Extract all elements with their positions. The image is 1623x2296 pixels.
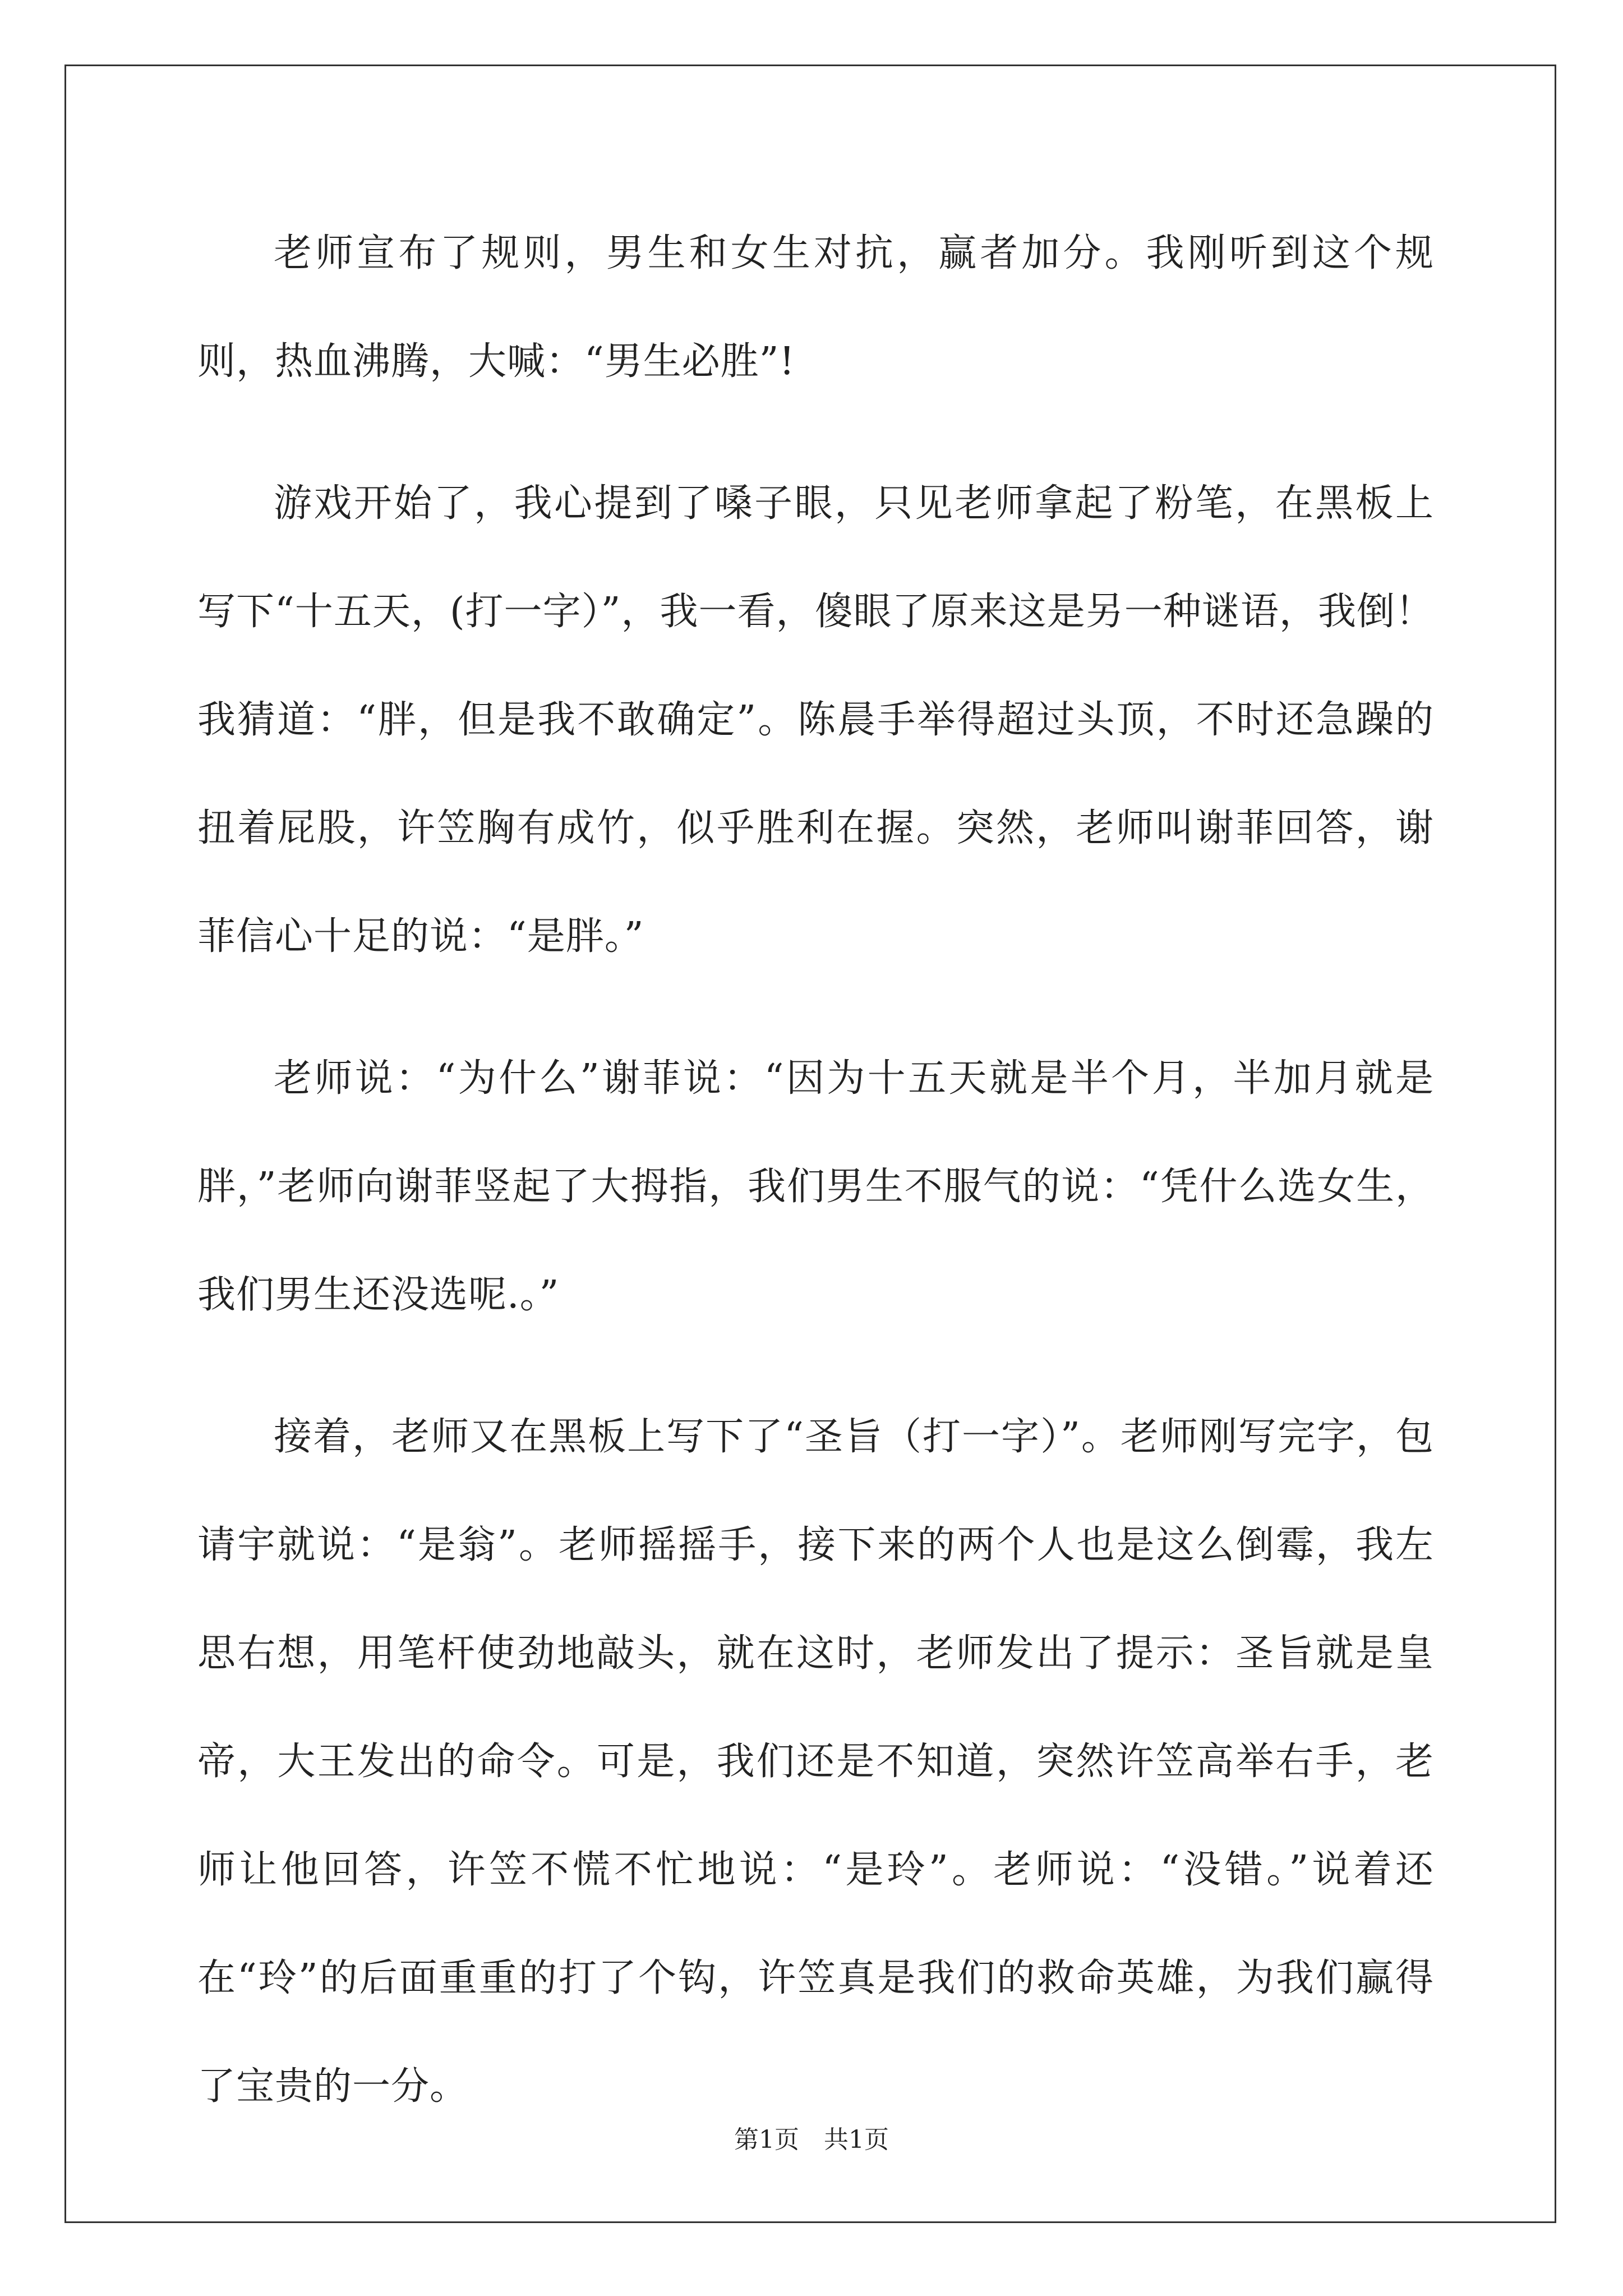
paragraph-2: 游戏开始了，我心提到了嗓子眼，只见老师拿起了粉笔，在黑板上写下“十五天，(打一字）”，我一看，傻眼了原来这是另一种谜语，我倒！我猜道：“胖，但是我不敢确定”。陈晨手举得超过头顶，不时还急躁的扭着屁股，许笠胸有成竹，似乎胜利在握。突然，老师叫谢菲回答，谢菲信心十足的说：“是胖。” — [197, 481, 1434, 959]
paragraph-1: 老师宣布了规则，男生和女生对抗，赢者加分。我刚听到这个规则，热血沸腾，大喊：“男生必胜”! — [197, 231, 1434, 384]
page-number-footer: 第1页 共1页 — [734, 2125, 889, 2154]
paragraph-3: 老师说：“为什么”谢菲说：“因为十五天就是半个月，半加月就是胖，”老师向谢菲竖起了大拇指，我们男生不服气的说：“凭什么选女生，我们男生还没选呢.。” — [197, 1056, 1434, 1317]
paragraph-4: 接着，老师又在黑板上写下了“圣旨（打一字）”。老师刚写完字，包请宇就说：“是翁”。老师摇摇手，接下来的两个人也是这么倒霉，我左思右想，用笔杆使劲地敲头，就在这时，老师发出了提示：圣旨就是皇帝，大王发出的命令。可是，我们还是不知道，突然许笠高举右手，老师让他回答，许笠不慌不忙地说：“是玲”。老师说：“没错。”说着还在“玲”的后面重重的打了个钩，许笠真是我们的救命英雄，为我们赢得了宝贵的一分。 — [197, 1415, 1434, 2109]
document-body — [197, 199, 1434, 2174]
